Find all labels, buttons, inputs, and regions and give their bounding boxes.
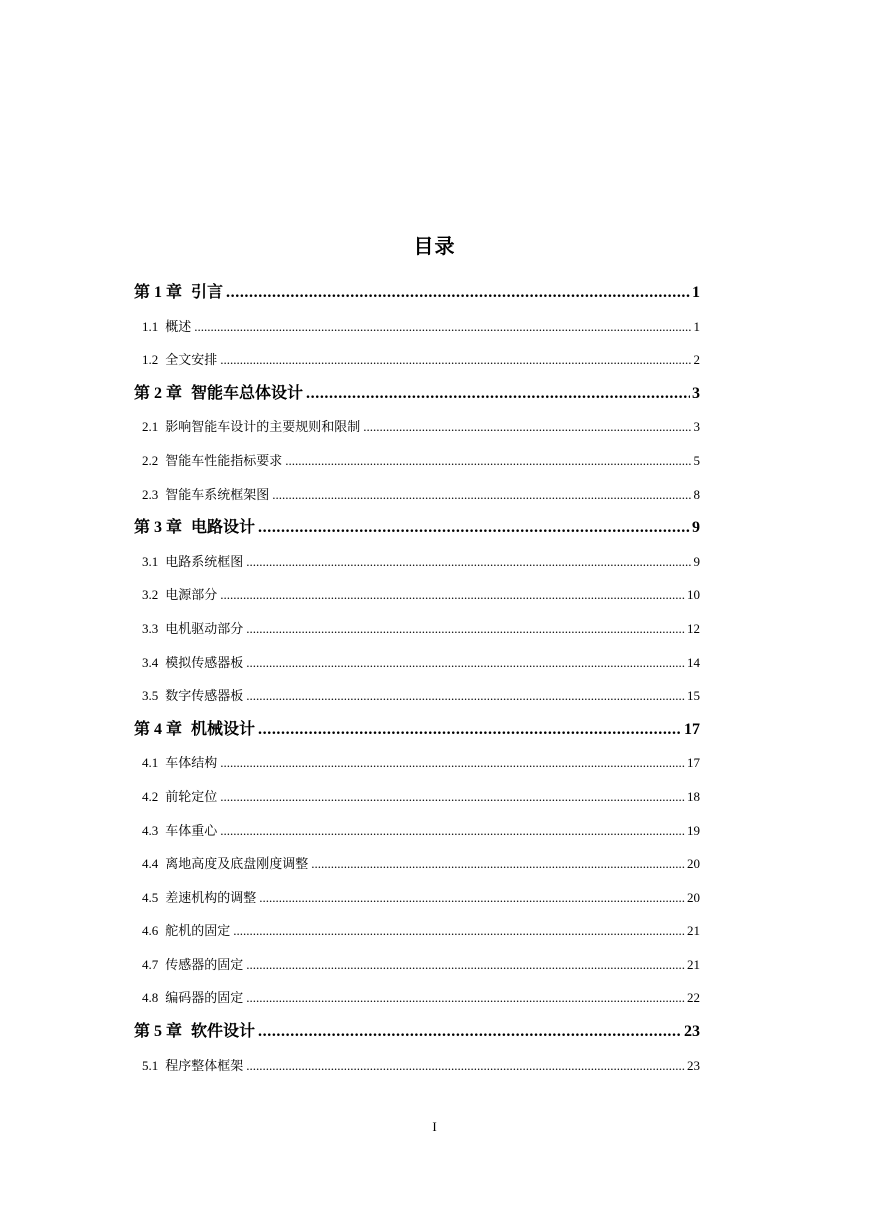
toc-entry-page-number: 17 [684,720,700,738]
dot-leader [258,1015,682,1049]
toc-entry-title: 模拟传感器板 [165,654,244,670]
toc-entry-number: 1.1 [142,318,159,334]
toc-section-entry[interactable] [134,746,700,780]
dot-leader [246,1049,685,1083]
toc-entry-title: 舵机的固定 [165,923,231,939]
toc-entry-title: 车体结构 [165,755,218,771]
toc-entry-page-number: 1 [692,284,700,301]
toc-section-entry[interactable] [134,881,700,915]
toc-entry-title: 离地高度及底盘刚度调整 [165,856,309,872]
toc-entry-page-number: 5 [693,452,700,468]
dot-leader [220,780,685,814]
toc-section-entry[interactable] [134,914,700,948]
dot-leader [246,646,685,680]
dot-leader [311,847,685,881]
dot-leader [285,444,691,478]
toc-entry-number: 4.5 [142,889,159,905]
dot-leader [233,914,685,948]
toc-entry-page-number: 3 [692,384,700,402]
toc-chapter-entry[interactable] [134,713,700,747]
toc-entry-page-number: 19 [687,822,700,838]
toc-entry-number: 4.7 [142,956,159,972]
toc-entry-number: 2.2 [142,452,159,468]
dot-leader [220,578,685,612]
toc-entry-number: 4.1 [142,755,159,771]
toc-entry-number: 第 5 章 [134,1023,183,1041]
toc-entry-page-number: 14 [687,654,700,670]
toc-entry-number: 3.1 [142,553,159,569]
dot-leader [258,511,690,545]
dot-leader [220,814,685,848]
toc-chapter-entry[interactable] [134,511,700,545]
toc-entry-title: 前轮定位 [165,788,218,804]
dot-leader [220,343,691,377]
toc-entry-title: 影响智能车设计的主要规则和限制 [165,419,361,435]
toc-entry-page-number: 1 [693,318,700,334]
toc-section-entry[interactable] [134,578,700,612]
toc-entry-title: 引言 [191,284,224,301]
toc-entry-number: 4.2 [142,788,159,804]
toc-section-entry[interactable] [134,981,700,1015]
toc-entry-number: 4.4 [142,856,159,872]
dot-leader [246,679,685,713]
toc-entry-title: 智能车总体设计 [191,384,304,402]
toc-entry-title: 全文安排 [165,352,218,368]
toc-entry-page-number: 15 [687,688,700,704]
toc-entry-title: 编码器的固定 [165,990,244,1006]
toc-entry-title: 智能车系统框架图 [165,486,270,502]
toc-chapter-entry[interactable] [134,377,700,411]
toc-section-entry[interactable] [134,612,700,646]
toc-entry-page-number: 3 [693,419,700,435]
toc-entry-number: 第 2 章 [134,384,183,402]
toc-entry-title: 差速机构的调整 [165,889,257,905]
toc-section-entry[interactable] [134,847,700,881]
toc-entry-page-number: 17 [687,755,700,771]
toc-section-entry[interactable] [134,478,700,512]
toc-heading: 目录 [413,236,456,258]
toc-entry-number: 1.2 [142,352,159,368]
toc-entry-page-number: 9 [693,553,700,569]
toc-entry-number: 第 4 章 [134,720,183,738]
toc-entry-number: 2.1 [142,419,159,435]
toc-list [134,276,700,1082]
toc-entry-page-number: 2 [693,352,700,368]
toc-entry-page-number: 21 [687,923,700,939]
toc-section-entry[interactable] [134,948,700,982]
toc-section-entry[interactable] [134,343,700,377]
toc-section-entry[interactable] [134,679,700,713]
toc-entry-number: 4.6 [142,923,159,939]
toc-entry-number: 3.3 [142,620,159,636]
toc-entry-page-number: 22 [687,990,700,1006]
toc-entry-page-number: 9 [692,519,700,537]
toc-entry-page-number: 18 [687,788,700,804]
dot-leader [194,310,691,344]
toc-entry-title: 电机驱动部分 [165,620,244,636]
toc-entry-number: 第 3 章 [134,519,183,537]
toc-entry-title: 传感器的固定 [165,956,244,972]
dot-leader [306,377,690,411]
toc-section-entry[interactable] [134,410,700,444]
toc-entry-number: 2.3 [142,486,159,502]
toc-entry-title: 电源部分 [165,587,218,603]
toc-section-entry[interactable] [134,444,700,478]
toc-entry-number: 第 1 章 [134,284,183,301]
dot-leader [246,545,691,579]
toc-entry-title: 机械设计 [191,720,256,738]
toc-section-entry[interactable] [134,545,700,579]
toc-entry-page-number: 20 [687,889,700,905]
toc-entry-page-number: 23 [687,1057,700,1073]
toc-entry-number: 4.3 [142,822,159,838]
dot-leader [226,276,690,310]
dot-leader [258,713,682,747]
toc-section-entry[interactable] [134,780,700,814]
toc-entry-title: 智能车性能指标要求 [165,452,283,468]
dot-leader [220,746,685,780]
toc-entry-page-number: 8 [693,486,700,502]
toc-entry-title: 程序整体框架 [165,1057,244,1073]
toc-entry-page-number: 10 [687,587,700,603]
toc-entry-title: 电路设计 [191,519,256,537]
dot-leader [246,981,685,1015]
dot-leader [246,948,685,982]
toc-section-entry[interactable] [134,814,700,848]
toc-entry-number: 3.2 [142,587,159,603]
toc-entry-title: 电路系统框图 [165,553,244,569]
dot-leader [246,612,685,646]
toc-entry-page-number: 23 [684,1023,700,1041]
toc-entry-title: 数字传感器板 [165,688,244,704]
toc-entry-number: 5.1 [142,1057,159,1073]
toc-section-entry[interactable] [134,646,700,680]
toc-chapter-entry[interactable] [134,1015,700,1049]
toc-chapter-entry[interactable] [134,276,700,310]
page-number-footer: I [432,1119,437,1134]
toc-section-entry[interactable] [134,310,700,344]
dot-leader [363,410,691,444]
toc-entry-title: 软件设计 [191,1023,256,1041]
toc-entry-number: 3.4 [142,654,159,670]
toc-entry-number: 3.5 [142,688,159,704]
toc-entry-page-number: 21 [687,956,700,972]
dot-leader [272,478,691,512]
toc-section-entry[interactable] [134,1049,700,1083]
toc-entry-page-number: 12 [687,620,700,636]
toc-entry-title: 车体重心 [165,822,218,838]
toc-entry-title: 概述 [165,318,192,334]
toc-entry-number: 4.8 [142,990,159,1006]
dot-leader [259,881,685,915]
toc-entry-page-number: 20 [687,856,700,872]
